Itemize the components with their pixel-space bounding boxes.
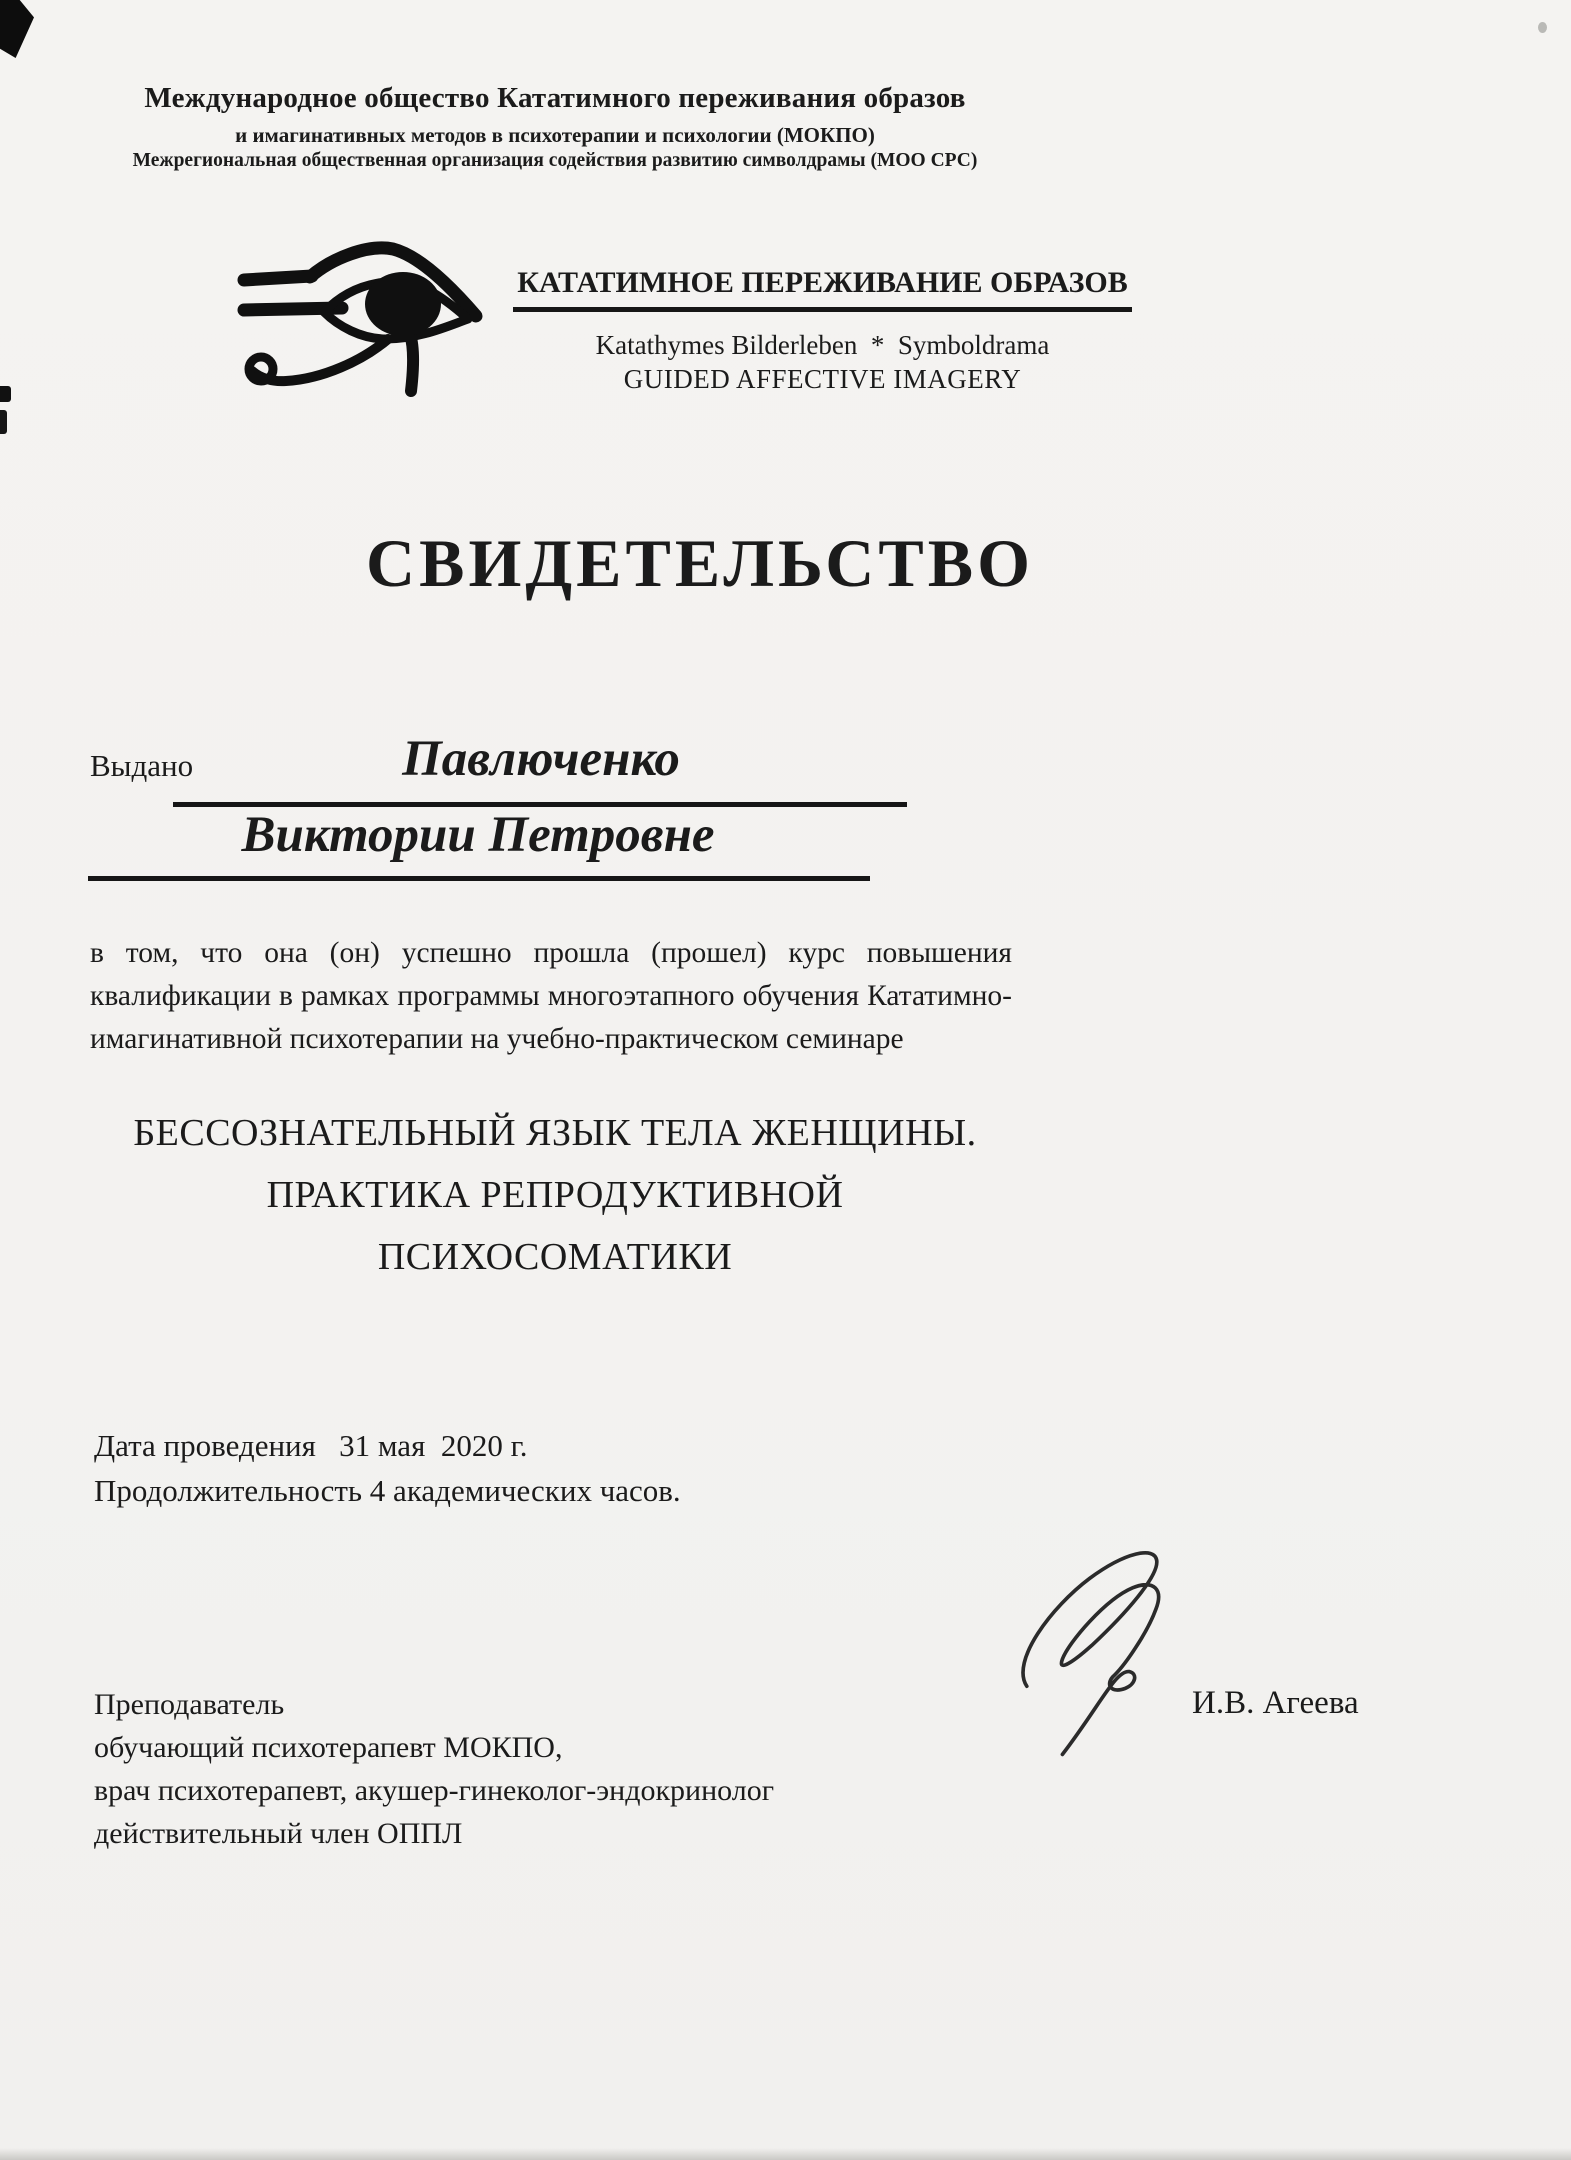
seminar-title-line2: ПРАКТИКА РЕПРОДУКТИВНОЙ <box>266 1174 844 1216</box>
underline <box>88 876 870 881</box>
teacher-role-line4: действительный член ОППЛ <box>94 1817 463 1850</box>
body-paragraph: в том, что она (он) успешно прошла (прошел) курс повышения квалификации в рамках программы многоэтапного обучения Кататимно-имагинативной психотерапии на учебно-практическом семинаре <box>90 937 1012 1055</box>
seminar-title-line1: БЕССОЗНАТЕЛЬНЫЙ ЯЗЫК ТЕЛА ЖЕНЩИНЫ. <box>133 1112 977 1154</box>
brand-title-ru: КАТАТИМНОЕ ПЕРЕЖИВАНИЕ ОБРАЗОВ <box>505 266 1140 312</box>
scan-artifact-top-right <box>1538 22 1547 33</box>
scan-artifact-left-edge <box>0 410 7 434</box>
org-name-line3: Межрегиональная общественная организация содействия развитию символдрамы (МОО СРС) <box>132 150 978 171</box>
recipient-surname: Павлюченко <box>402 731 680 787</box>
event-duration: Продолжительность 4 академических часов. <box>94 1473 681 1508</box>
brand-subtitle-de: Katathymes Bilderleben * Symboldrama <box>595 330 1050 360</box>
certificate-title: СВИДЕТЕЛЬСТВО <box>366 525 1034 601</box>
recipient-name-patronymic: Виктории Петровне <box>241 807 715 863</box>
teacher-role-line2: обучающий психотерапевт МОКПО, <box>94 1731 563 1764</box>
seminar-title-line3: ПСИХОСОМАТИКИ <box>377 1236 733 1278</box>
scan-artifact-top-left <box>0 0 34 58</box>
scan-shadow-bottom <box>0 2148 1571 2160</box>
teacher-role-line3: врач психотерапевт, акушер-гинеколог-эндокринолог <box>94 1774 775 1807</box>
event-date: Дата проведения 31 мая 2020 г. <box>94 1428 528 1463</box>
issued-label: Выдано <box>90 748 194 783</box>
scan-artifact-left-edge <box>0 386 11 402</box>
handwritten-signature-icon <box>1002 1548 1192 1768</box>
teacher-role-line1: Преподаватель <box>94 1688 285 1721</box>
brand-subtitle-en: GUIDED AFFECTIVE IMAGERY <box>623 364 1022 394</box>
org-name-line2: и имагинативных методов в психотерапии и психологии (МОКПО) <box>235 123 875 147</box>
org-name-line1: Международное общество Кататимного переживания образов <box>144 82 966 114</box>
eye-of-horus-icon <box>172 220 502 402</box>
signatory-name: И.В. Агеева <box>1192 1685 1359 1721</box>
